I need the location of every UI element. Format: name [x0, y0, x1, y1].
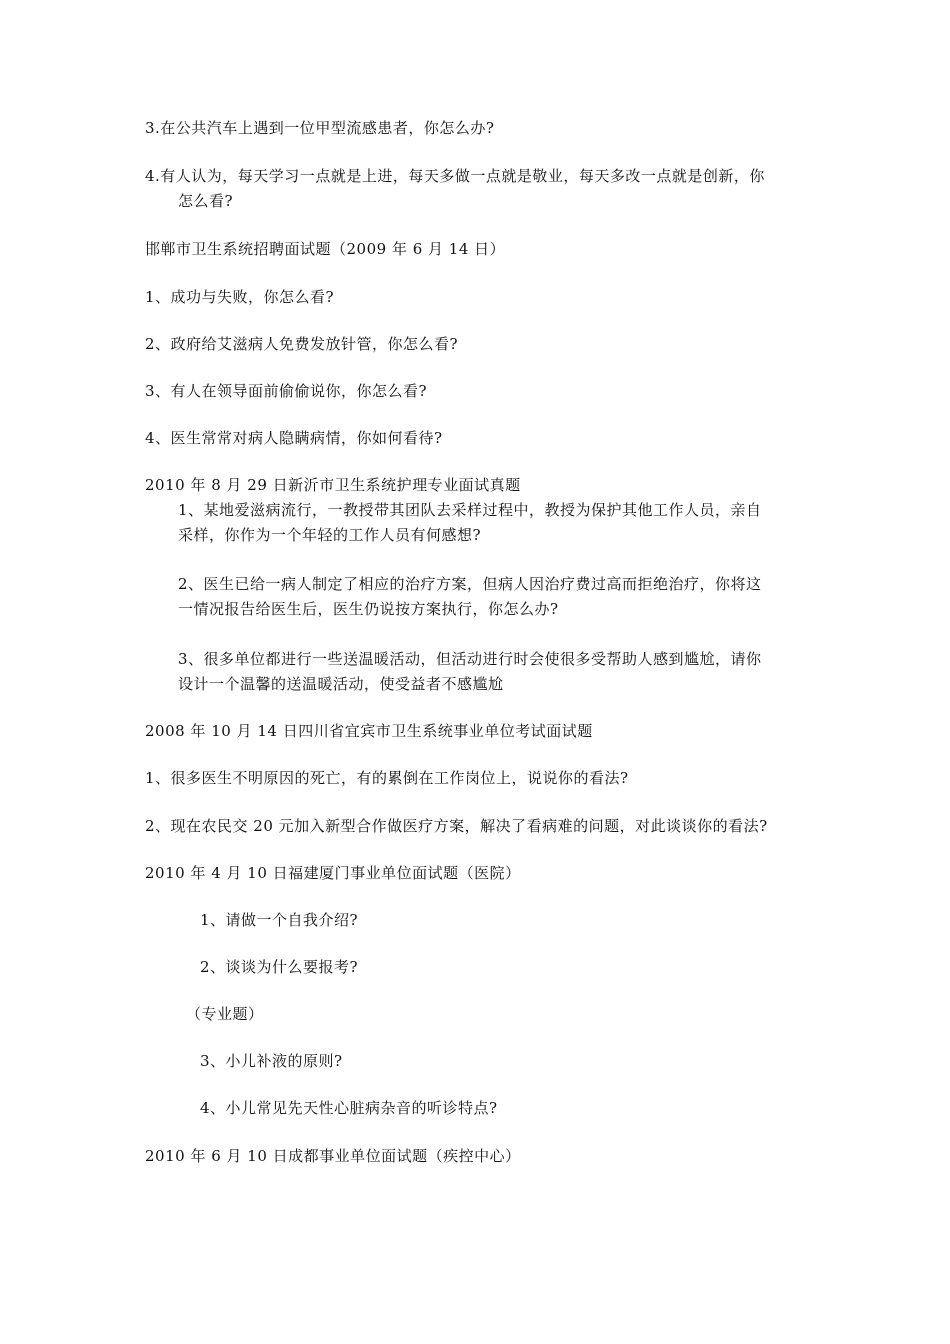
paragraph: 2、医生已给一病人制定了相应的治疗方案，但病人因治疗费过高而拒绝治疗，你将这	[178, 575, 762, 593]
paragraph: 1、成功与失败，你怎么看?	[145, 288, 335, 306]
paragraph: 2、谈谈为什么要报考?	[200, 958, 359, 976]
paragraph: 1、某地爱滋病流行，一教授带其团队去采样过程中，教授为保护其他工作人员，亲自	[178, 501, 762, 519]
paragraph: 4、医生常常对病人隐瞒病情，你如何看待?	[145, 429, 443, 447]
paragraph: 1、请做一个自我介绍?	[200, 911, 359, 929]
paragraph: 2、政府给艾滋病人免费发放针管，你怎么看?	[145, 335, 459, 353]
section-heading: 2010 年 4 月 10 日福建厦门事业单位面试题（医院）	[145, 864, 521, 882]
paragraph: 4、小儿常见先天性心脏病杂音的听诊特点?	[200, 1099, 498, 1117]
paragraph: 4.有人认为，每天学习一点就是上进，每天多做一点就是敬业，每天多改一点就是创新，你	[145, 167, 765, 185]
section-heading: 邯郸市卫生系统招聘面试题（2009 年 6 月 14 日）	[145, 240, 506, 258]
section-heading: 2008 年 10 月 14 日四川省宜宾市卫生系统事业单位考试面试题	[145, 722, 593, 740]
paragraph: 1、很多医生不明原因的死亡，有的累倒在工作岗位上，说说你的看法?	[145, 769, 629, 787]
paragraph: 3、小儿补液的原则?	[200, 1052, 343, 1070]
paragraph: （专业题）	[186, 1005, 264, 1023]
paragraph: 一情况报告给医生后，医生仍说按方案执行，你怎么办?	[178, 600, 559, 618]
section-heading: 2010 年 8 月 29 日新沂市卫生系统护理专业面试真题	[145, 476, 521, 494]
paragraph: 采样，你作为一个年轻的工作人员有何感想?	[178, 526, 482, 544]
paragraph: 3、很多单位都进行一些送温暖活动，但活动进行时会使很多受帮助人感到尴尬，请你	[178, 650, 762, 668]
paragraph: 2、现在农民交 20 元加入新型合作做医疗方案，解决了看病难的问题，对此谈谈你的看法?	[145, 817, 768, 835]
paragraph: 设计一个温馨的送温暖活动，使受益者不感尴尬	[178, 675, 504, 693]
paragraph: 怎么看?	[178, 192, 234, 210]
paragraph: 3.在公共汽车上遇到一位甲型流感患者，你怎么办?	[145, 119, 495, 137]
paragraph: 3、有人在领导面前偷偷说你，你怎么看?	[145, 382, 428, 400]
section-heading: 2010 年 6 月 10 日成都事业单位面试题（疾控中心）	[145, 1147, 521, 1165]
